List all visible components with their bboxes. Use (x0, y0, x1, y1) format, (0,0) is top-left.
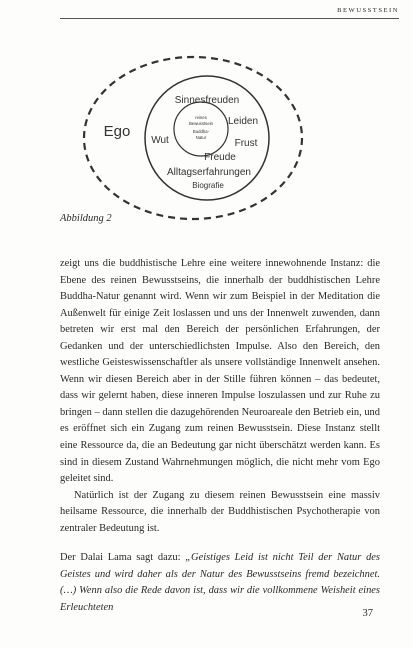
paragraph-3 (60, 550, 380, 616)
quote-intro: Der Dalai Lama sagt dazu: (60, 552, 186, 564)
figure-caption: Abbildung 2 (60, 213, 112, 224)
ring-label-biografie: Biografie (192, 181, 224, 190)
running-head: BEWUSSTSEIN (337, 7, 399, 14)
ring-label-frust: Frust (234, 138, 258, 149)
core-text-line-1: reines (195, 115, 207, 120)
page-number: 37 (362, 608, 373, 619)
dalai-lama-quote: „Geistiges Leid ist nicht Teil der Natur des Geistes und wird daher als der Natur des Bewusstseins fremd bezeichnet. (…) Wenn also die Rede davon ist, dass wir die vollkommene Weisheit eines Erleuchteten (60, 552, 380, 613)
core-text-line-3: Buddha- (192, 129, 210, 134)
core-text-line-2: Bewusstsein (188, 121, 214, 126)
core-text-line-4: Natur (195, 135, 207, 140)
ring-label-leiden: Leiden (227, 116, 259, 127)
ring-label-wut: Wut (151, 135, 169, 146)
paragraph-1: zeigt uns die buddhistische Lehre eine weitere innewohnende Instanz: die Ebene des reinen Bewusstseins, die innerhalb der buddhistischen Lehre Buddha-Natur genannt wird. Wenn wir zum Beispiel in der Meditation die Außenwelt für einige Zeit loslassen und uns der Innenwelt zuwenden, dann betreten wir erst mal den Bereich der persönlichen Erfahrungen, der Gedanken und der unterschiedlichsten Impulse. Also den Bereich, den westliche Geisteswissenschaftler als unsere vollständige Innenwelt ansehen. Wenn wir diesen Bereich aber in der Stille führen können – das bedeutet, dass wir gelernt haben, diese inneren Impulse loszulassen und zur Ruhe zu bringen – dann stellen die dazugehörenden Neuroareale den Betrieb ein, und es eröffnet sich ein Zugang zum reinen Bewusstsein. Diese Instanz stellt eine Ressource da, die an Bedeutung gar nicht überschätzt werden kann. Es sind in diesem Zustand Wahrnehmungen möglich, die nicht mehr vom Ego geleitet sind. (60, 258, 380, 485)
ring-label-sinnesfreuden: Sinnesfreuden (174, 95, 240, 106)
ego-label: Ego (103, 123, 131, 140)
body-text (60, 256, 380, 616)
paragraph-2: Natürlich ist der Zugang zu diesem reinen Bewusstsein eine massiv heilsame Ressource, die innerhalb der Buddhistischen Psychotherapie von zentraler Bedeutung ist. (60, 489, 380, 534)
ring-label-freude: Freude (204, 152, 236, 163)
ego-diagram (0, 0, 413, 230)
ring-label-alltagserfahrungen: Alltagserfahrungen (167, 167, 251, 178)
